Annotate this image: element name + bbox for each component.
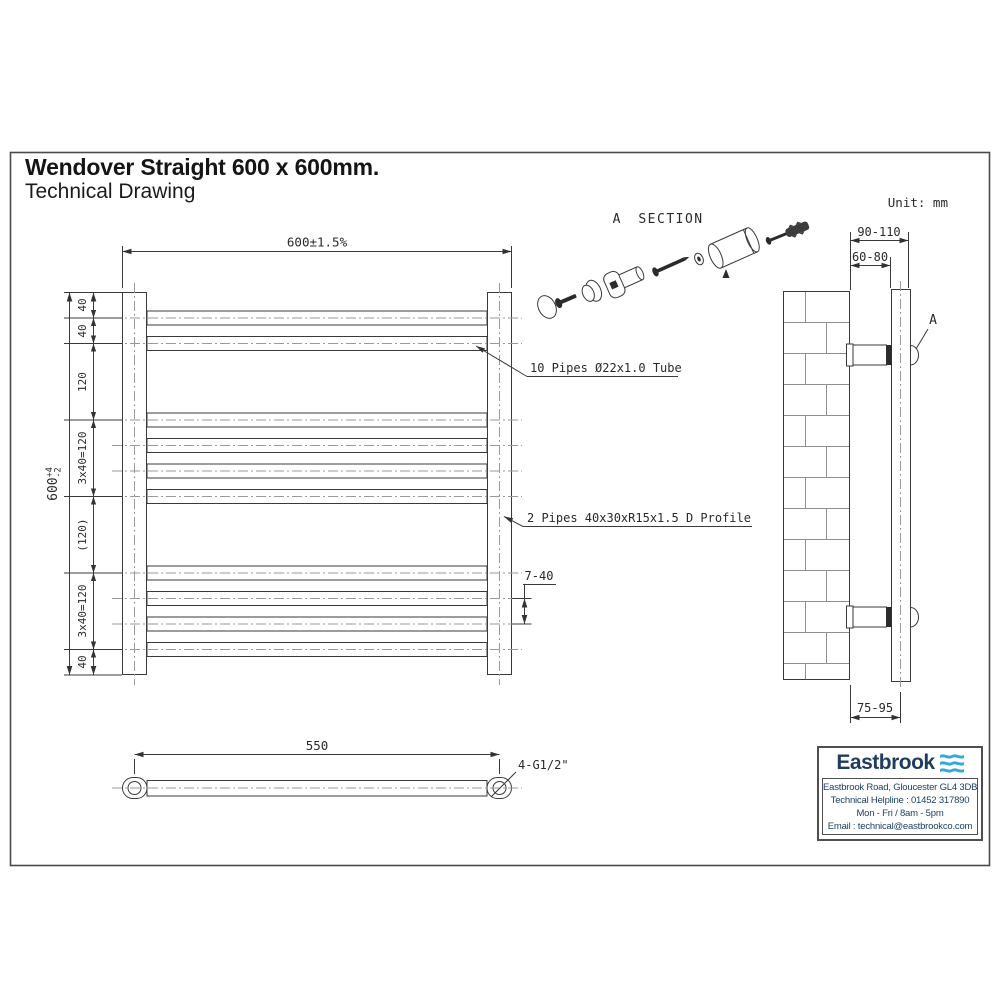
section-view: [534, 212, 811, 322]
pipe: [112, 464, 522, 478]
segment-dim-text: 40: [76, 655, 89, 669]
side-view: [784, 281, 919, 690]
end-cap: [534, 292, 560, 321]
thread-callout-text: 4-G1/2": [518, 758, 569, 772]
segment-dim-text: 40: [76, 298, 89, 312]
eastbrook-waves-icon: [940, 753, 964, 774]
height-dim-text: $600^{+4}-2$: [45, 467, 64, 501]
segment-dim-text: 40: [76, 324, 89, 338]
spacer-sleeve: [705, 226, 762, 270]
pipe-gap-dimension: [512, 569, 556, 624]
maker-details: [822, 778, 978, 835]
pipe: [112, 617, 522, 631]
collar-bush: [579, 278, 605, 306]
wall: [784, 292, 850, 680]
front-width-dimension: [123, 235, 512, 289]
unit-note: Unit: mm: [887, 195, 948, 210]
section-ref-text: A: [929, 313, 937, 328]
pipe-gap-dim-text: 7-40: [524, 569, 554, 583]
segment-dim-text: 3x40=120: [76, 431, 89, 485]
bracket-body: [602, 260, 648, 300]
width-dim-text: 600±1.5%: [286, 234, 348, 250]
front-segment-dimensions: [64, 293, 122, 676]
washer: [693, 252, 705, 266]
profile-callout: [504, 511, 752, 527]
segment-dim-text: 120: [76, 372, 89, 392]
depth-dim-text: 90-110: [857, 225, 901, 239]
section-word: SECTION: [638, 212, 704, 227]
maker-address: Eastbrook Road, Gloucester GL4 3DB: [823, 782, 978, 793]
pipe: [112, 490, 522, 504]
pipe: [112, 439, 522, 453]
pipe: [112, 311, 522, 325]
bracket-dim-text: 60-80: [851, 250, 889, 264]
page-subtitle: Technical Drawing: [25, 180, 196, 203]
pipe: [112, 337, 522, 351]
maker-hours: Mon - Fri / 8am - 5pm: [856, 808, 944, 819]
pipe: [112, 592, 522, 606]
assembly-arrow-icon: [723, 269, 730, 278]
maker-helpline: Technical Helpline : 01452 317890: [830, 795, 970, 806]
manufacturer-box: [817, 746, 983, 841]
front-view: [112, 283, 522, 685]
fixing-screw-icon: [651, 252, 691, 277]
bottom-view: [112, 778, 522, 799]
pitch-dim-text: 550: [305, 738, 329, 753]
segment-dim-text: 3x40=120: [76, 584, 89, 638]
cap-screw-icon: [554, 291, 578, 309]
brand-row: [819, 748, 981, 778]
brand-name: Eastbrook: [836, 751, 935, 774]
pipe: [112, 413, 522, 427]
section-letter: A: [612, 212, 622, 227]
wall-plug-icon: [764, 218, 811, 248]
center-dim-text: 75-95: [856, 701, 894, 715]
front-height-dimension: [45, 293, 72, 676]
pipe: [112, 643, 522, 657]
pipe: [112, 566, 522, 580]
page-title: Wendover Straight 600 x 600mm.: [25, 154, 380, 180]
profile-callout-text: 2 Pipes 40x30xR15x1.5 D Profile: [527, 511, 751, 525]
segment-dim-text: (120): [76, 518, 89, 552]
maker-email: Email : technical@eastbrookco.com: [827, 821, 973, 832]
pipe-callout-text: 10 Pipes Ø22x1.0 Tube: [530, 361, 682, 375]
section-exploded-view: [534, 218, 811, 321]
